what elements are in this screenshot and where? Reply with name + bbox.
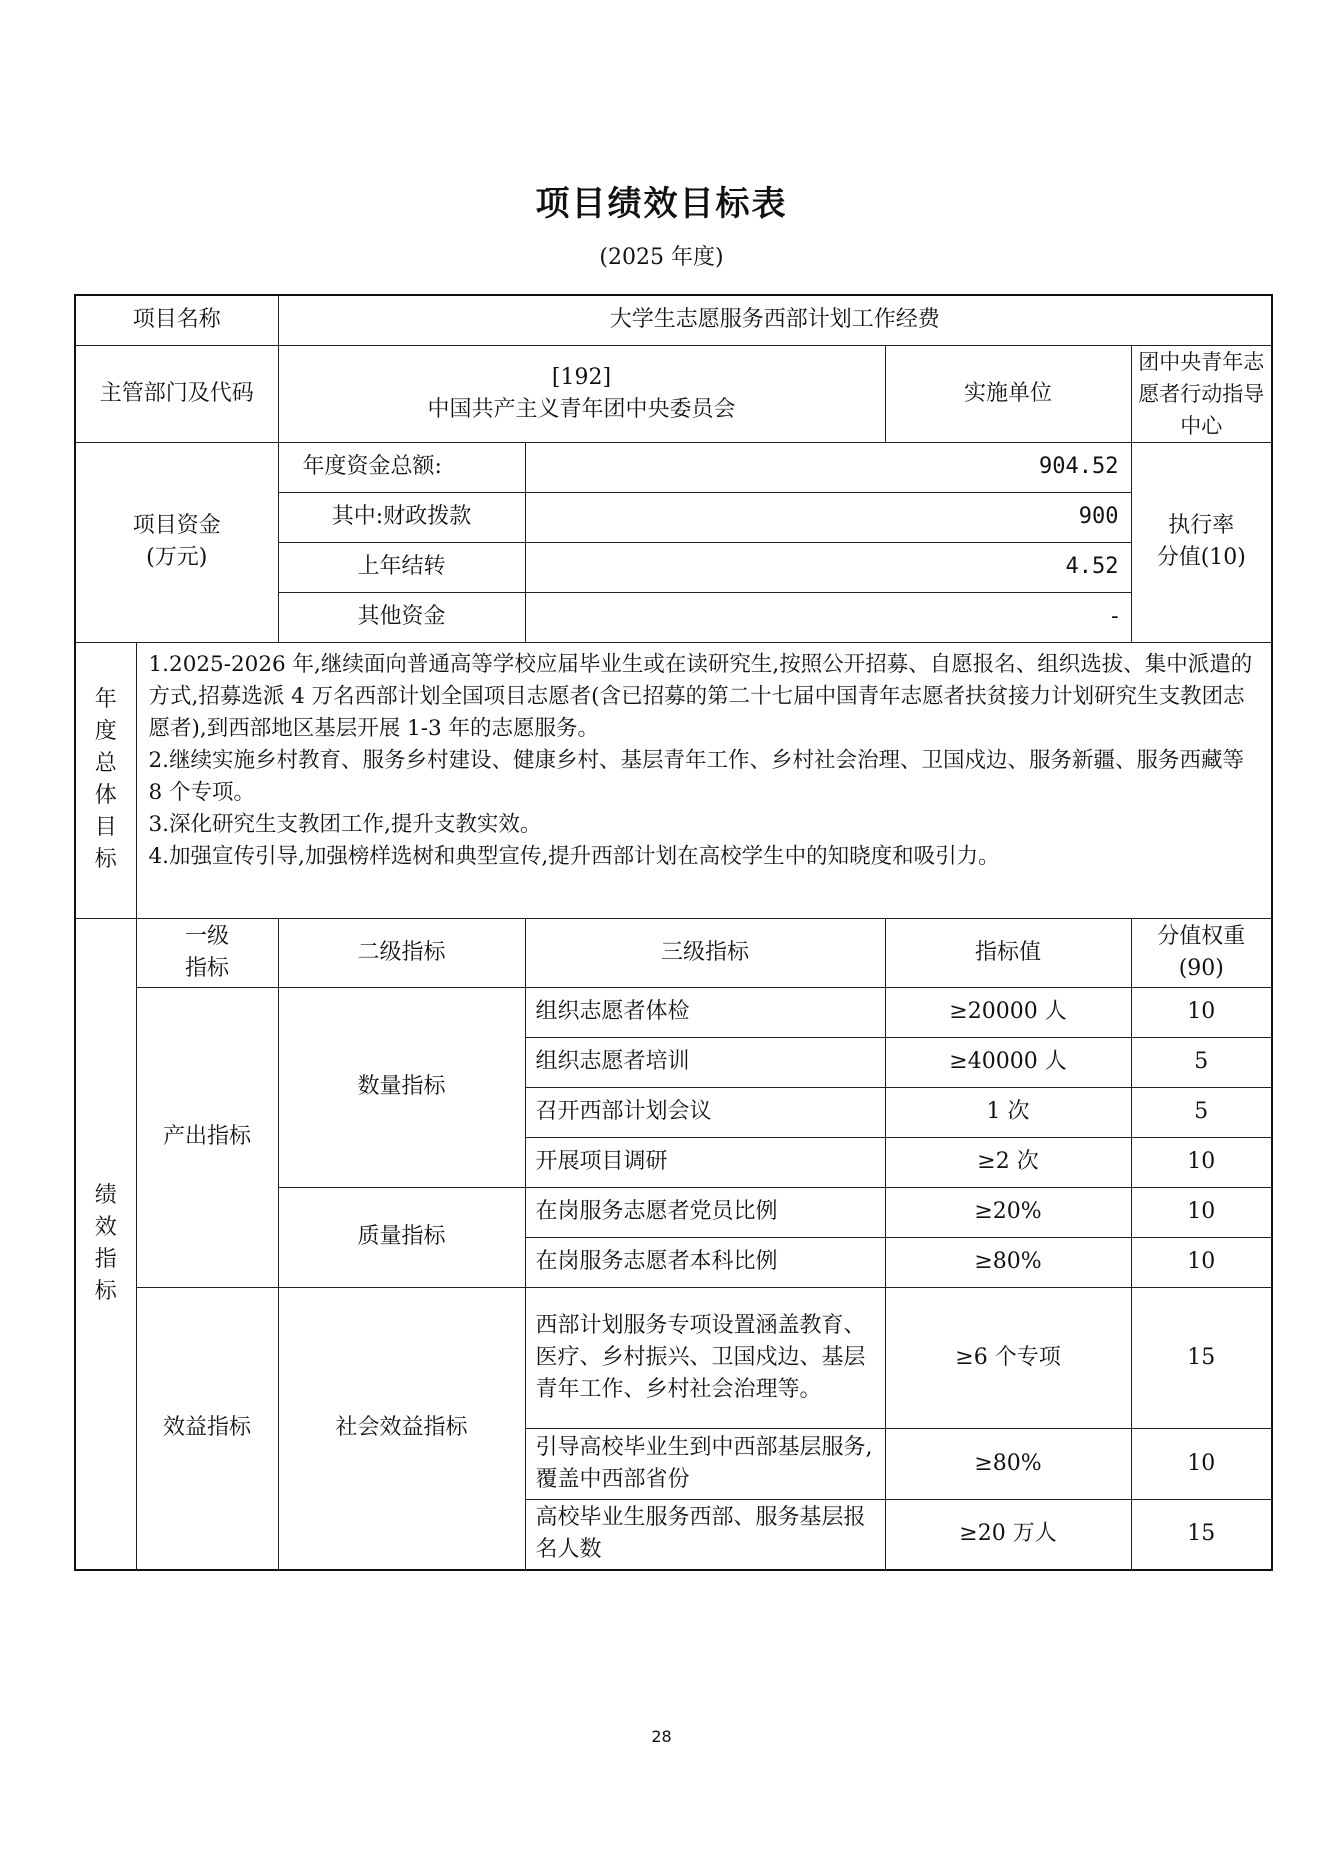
funds-other-label: 其他资金 [278, 592, 525, 642]
indicator-name: 组织志愿者体检 [525, 987, 885, 1037]
indicator-value: ≥40000 人 [885, 1037, 1131, 1087]
impl-value: 团中央青年志愿者行动指导中心 [1131, 345, 1272, 442]
goal-item: 4.加强宣传引导,加强榜样选树和典型宣传,提升西部计划在高校学生中的知晓度和吸引力。 [148, 843, 1000, 869]
header-level1 [136, 918, 278, 987]
indicator-name: 召开西部计划会议 [525, 1087, 885, 1137]
performance-table [74, 294, 1273, 1571]
exec-rate [1131, 442, 1272, 642]
indicators-label-char: 指 [94, 1246, 117, 1272]
indicators-label-char: 绩 [94, 1182, 117, 1208]
page-number: 28 [651, 1727, 672, 1746]
funds-label-line2: (万元) [146, 545, 208, 570]
quality-label: 质量指标 [278, 1187, 525, 1287]
funds-carryover-value: 4.52 [525, 542, 1131, 592]
indicator-name: 引导高校毕业生到中西部基层服务,覆盖中西部省份 [525, 1428, 885, 1499]
goal-item: 1.2025-2026 年,继续面向普通高等学校应届毕业生或在读研究生,按照公开招募、自愿报名、组织选拔、集中派遣的方式,招募选派 4 万名西部计划全国项目志愿者(含已招募的第二十七届中国青年志愿者扶贫接力计划研究生支教团志愿者),到西部地区基层开展 1-3 年的志愿服务。 [148, 651, 1253, 741]
indicator-name: 在岗服务志愿者本科比例 [525, 1237, 885, 1287]
dept-code: [192] [551, 364, 612, 390]
goals-label-char: 总 [94, 751, 117, 776]
indicator-weight: 10 [1131, 1237, 1272, 1287]
header-weight-line2: (90) [1178, 955, 1224, 981]
indicators-label [75, 918, 136, 1570]
dept-cell [278, 345, 885, 442]
funds-other-value: - [525, 592, 1131, 642]
goals-label-char: 目 [94, 815, 117, 840]
funds-fiscal-value: 900 [525, 492, 1131, 542]
indicator-name: 西部计划服务专项设置涵盖教育、医疗、乡村振兴、卫国戍边、基层青年工作、乡村社会治理等。 [525, 1287, 885, 1428]
header-level1-line2: 指标 [185, 955, 230, 981]
dept-label: 主管部门及代码 [75, 345, 278, 442]
goals-label-char: 体 [94, 783, 117, 808]
funds-label [75, 442, 278, 642]
goal-item: 2.继续实施乡村教育、服务乡村建设、健康乡村、基层青年工作、乡村社会治理、卫国戍边、服务新疆、服务西藏等 8 个专项。 [148, 747, 1245, 805]
table-row [75, 1287, 1272, 1428]
indicator-weight: 15 [1131, 1499, 1272, 1570]
header-weight [1131, 918, 1272, 987]
funds-total-label: 年度资金总额: [278, 442, 525, 492]
indicator-weight: 10 [1131, 1137, 1272, 1187]
benefit-label: 效益指标 [136, 1287, 278, 1570]
indicator-value: ≥20000 人 [885, 987, 1131, 1037]
project-name-value: 大学生志愿服务西部计划工作经费 [278, 295, 1272, 345]
indicator-weight: 15 [1131, 1287, 1272, 1428]
quantity-label: 数量指标 [278, 987, 525, 1187]
indicator-value: ≥80% [885, 1428, 1131, 1499]
goals-label-char: 标 [94, 847, 117, 872]
header-level2: 二级指标 [278, 918, 525, 987]
indicator-name: 在岗服务志愿者党员比例 [525, 1187, 885, 1237]
indicator-name: 开展项目调研 [525, 1137, 885, 1187]
social-label: 社会效益指标 [278, 1287, 525, 1570]
page-title: 项目绩效目标表 [535, 184, 788, 224]
table-row [75, 987, 1272, 1037]
indicator-weight: 10 [1131, 987, 1272, 1037]
page-subtitle: (2025 年度) [599, 245, 724, 270]
indicator-name: 高校毕业生服务西部、服务基层报名人数 [525, 1499, 885, 1570]
funds-fiscal-label: 其中:财政拨款 [278, 492, 525, 542]
output-label: 产出指标 [136, 987, 278, 1287]
goals-label-char: 度 [94, 719, 117, 744]
indicator-value: ≥2 次 [885, 1137, 1131, 1187]
project-name-label: 项目名称 [75, 295, 278, 345]
goals-label [75, 642, 136, 918]
impl-label: 实施单位 [885, 345, 1131, 442]
goal-item: 3.深化研究生支教团工作,提升支教实效。 [148, 811, 542, 837]
indicators-label-char: 效 [94, 1214, 117, 1240]
indicator-weight: 10 [1131, 1187, 1272, 1237]
header-level3: 三级指标 [525, 918, 885, 987]
funds-total-value: 904.52 [525, 442, 1131, 492]
indicator-value: 1 次 [885, 1087, 1131, 1137]
funds-label-line1: 项目资金 [132, 513, 221, 538]
indicator-name: 组织志愿者培训 [525, 1037, 885, 1087]
indicator-value: ≥6 个专项 [885, 1287, 1131, 1428]
indicator-value: ≥20 万人 [885, 1499, 1131, 1570]
header-weight-line1: 分值权重 [1157, 923, 1246, 949]
indicators-label-char: 标 [94, 1278, 117, 1304]
exec-rate-line2: 分值(10) [1156, 545, 1246, 570]
funds-carryover-label: 上年结转 [278, 542, 525, 592]
indicator-value: ≥80% [885, 1237, 1131, 1287]
dept-name: 中国共产主义青年团中央委员会 [427, 396, 736, 422]
indicator-value: ≥20% [885, 1187, 1131, 1237]
header-value: 指标值 [885, 918, 1131, 987]
goals-label-char: 年 [94, 687, 117, 712]
indicator-weight: 10 [1131, 1428, 1272, 1499]
header-level1-line1: 一级 [185, 923, 230, 949]
goals-content [136, 642, 1272, 918]
indicator-weight: 5 [1131, 1087, 1272, 1137]
indicator-weight: 5 [1131, 1037, 1272, 1087]
exec-rate-line1: 执行率 [1168, 513, 1235, 538]
